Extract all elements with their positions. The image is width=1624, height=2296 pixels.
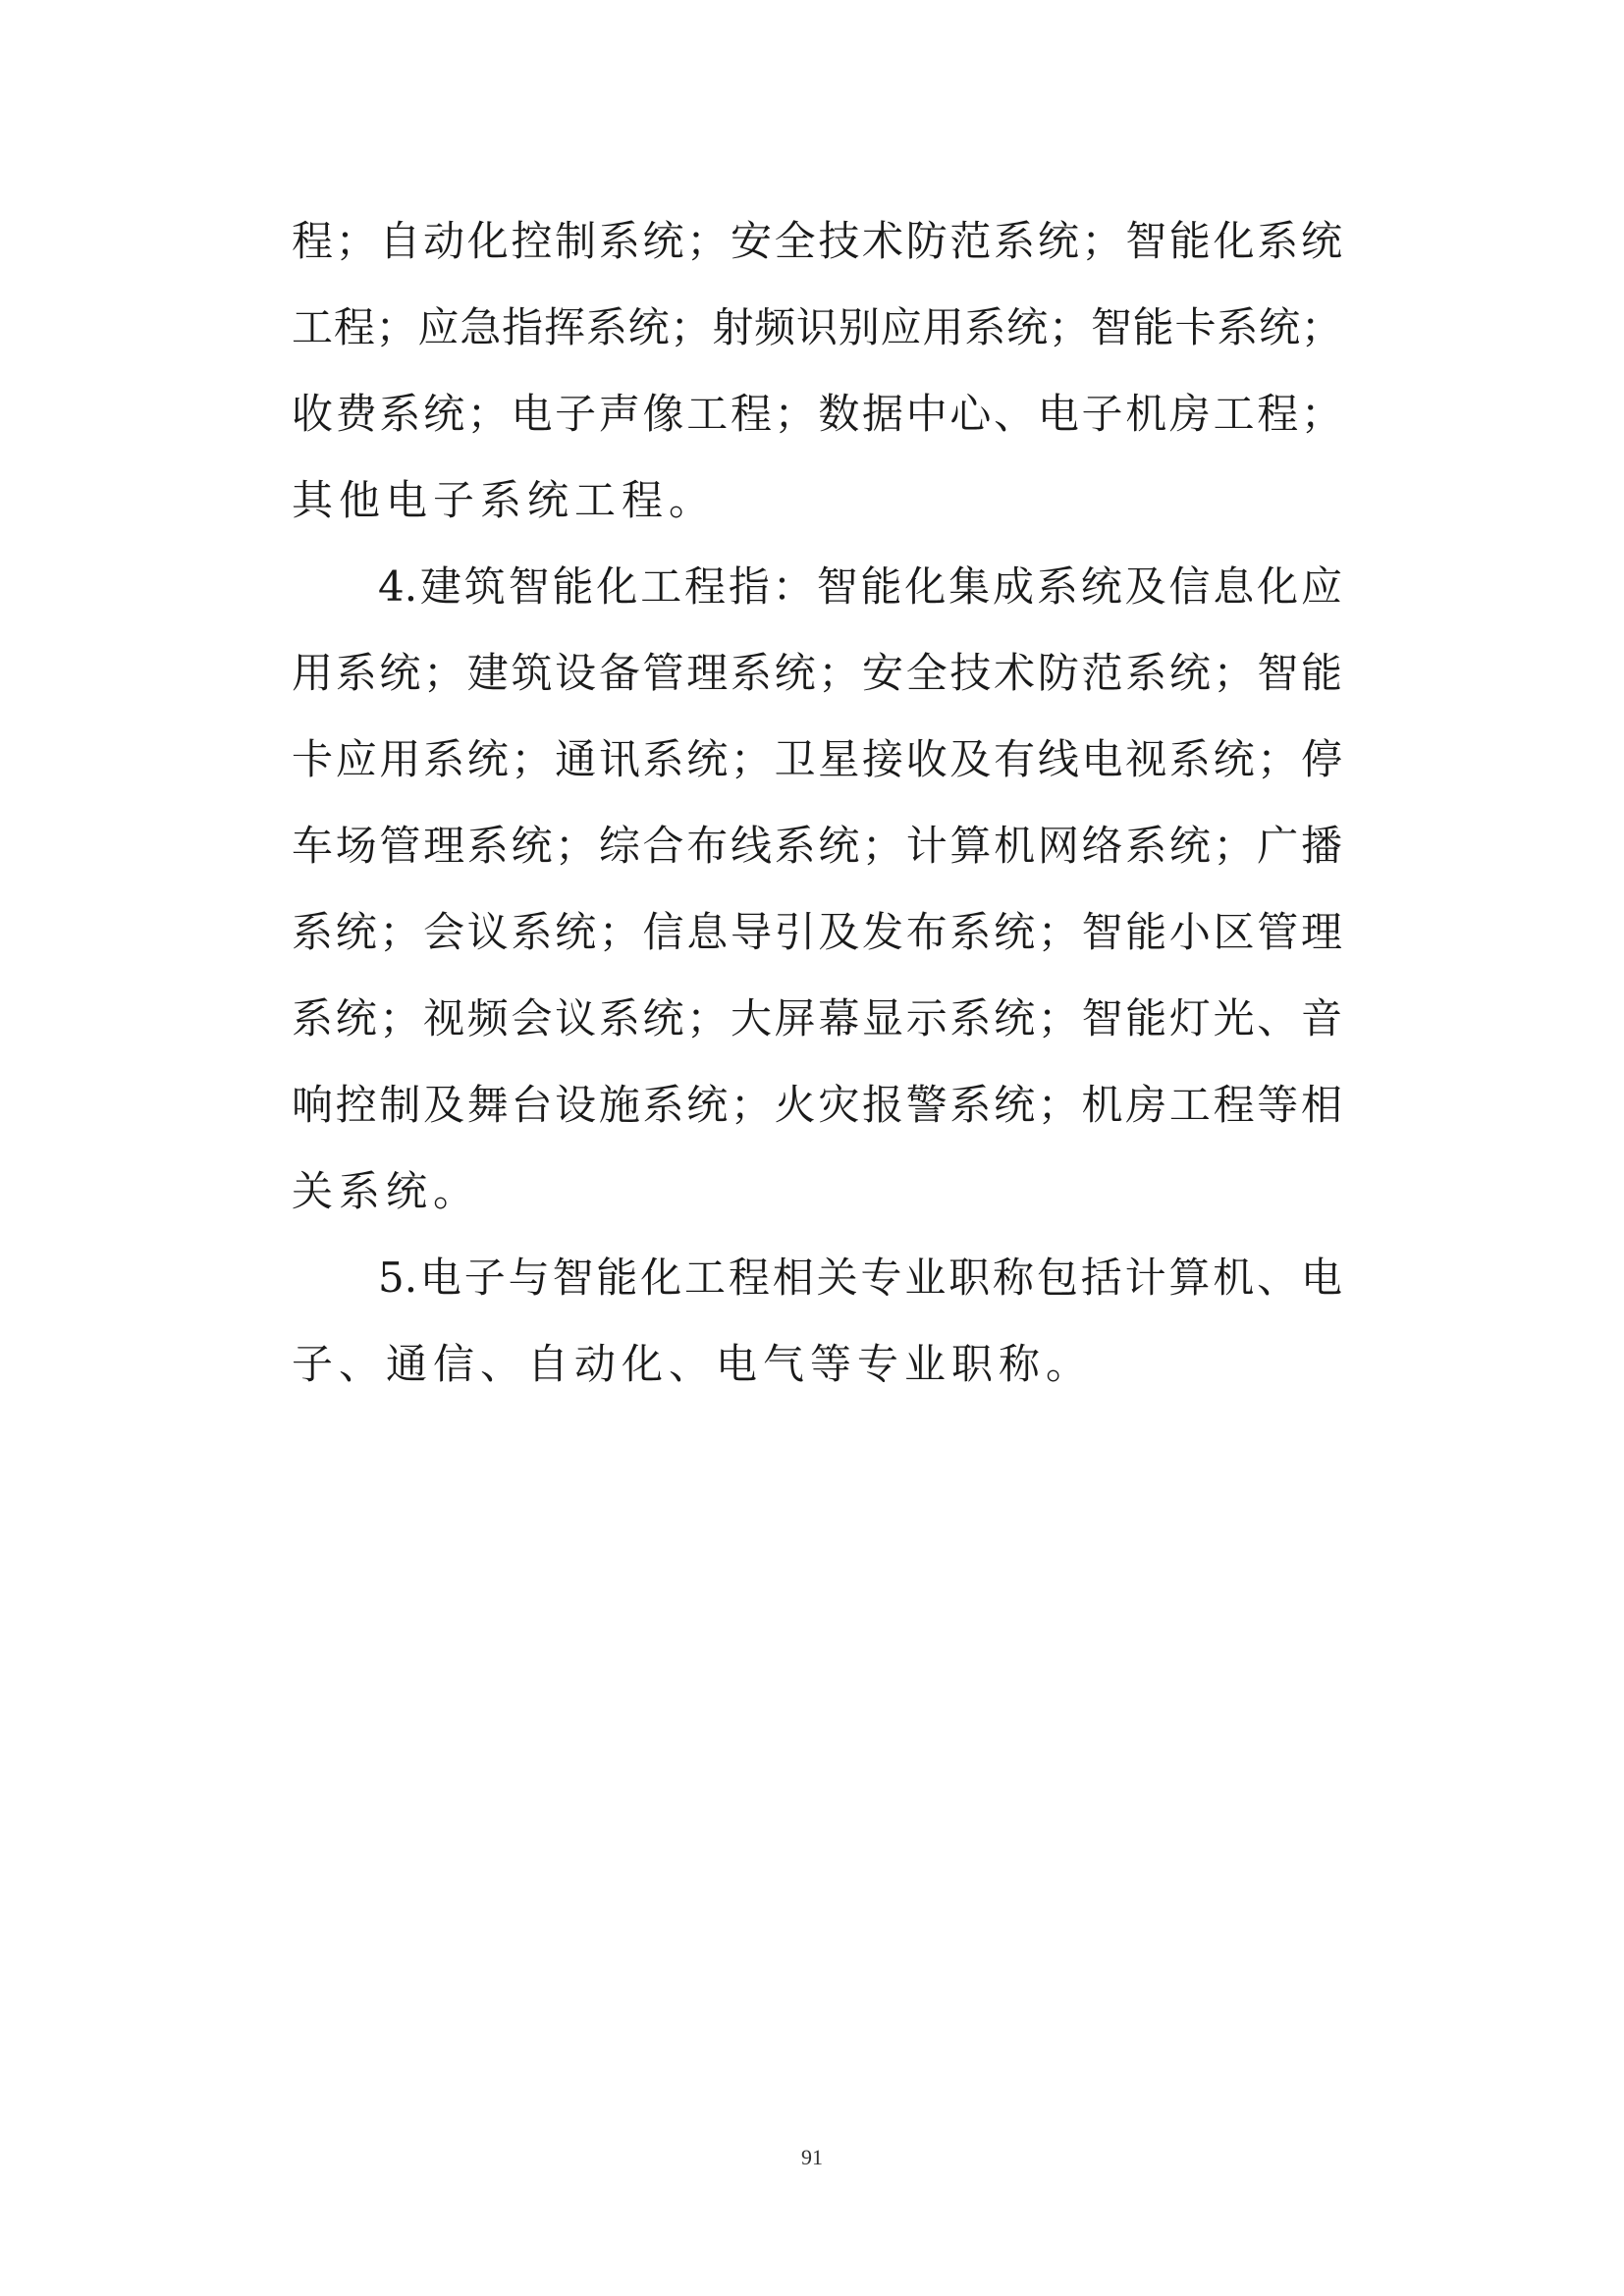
- text-line: 车场管理系统；综合布线系统；计算机网络系统；广播: [292, 822, 1342, 870]
- text-line: 系统；会议系统；信息导引及发布系统；智能小区管理: [292, 908, 1342, 956]
- text-line: 收费系统；电子声像工程；数据中心、电子机房工程；: [292, 390, 1342, 438]
- page-number: 91: [801, 2145, 823, 2169]
- text-line: 子、通信、自动化、电气等专业职称。: [292, 1340, 1094, 1388]
- body-text: [292, 198, 1342, 1408]
- text-line: 系统；视频会议系统；大屏幕显示系统；智能灯光、音: [292, 994, 1342, 1042]
- text-line: 卡应用系统；通讯系统；卫星接收及有线电视系统；停: [292, 735, 1342, 783]
- text-line: 程；自动化控制系统；安全技术防范系统；智能化系统: [292, 217, 1342, 265]
- text-line-item-4-heading: 4.建筑智能化工程指：智能化集成系统及信息化应: [378, 562, 1342, 611]
- text-line-item-5-heading: 5.电子与智能化工程相关专业职称包括计算机、电: [378, 1254, 1342, 1302]
- text-line: 其他电子系统工程。: [292, 476, 717, 524]
- text-line: 工程；应急指挥系统；射频识别应用系统；智能卡系统；: [292, 303, 1342, 351]
- text-line: 响控制及舞台设施系统；火灾报警系统；机房工程等相: [292, 1081, 1342, 1129]
- text-line: 关系统。: [292, 1167, 481, 1215]
- text-line: 用系统；建筑设备管理系统；安全技术防范系统；智能: [292, 649, 1342, 697]
